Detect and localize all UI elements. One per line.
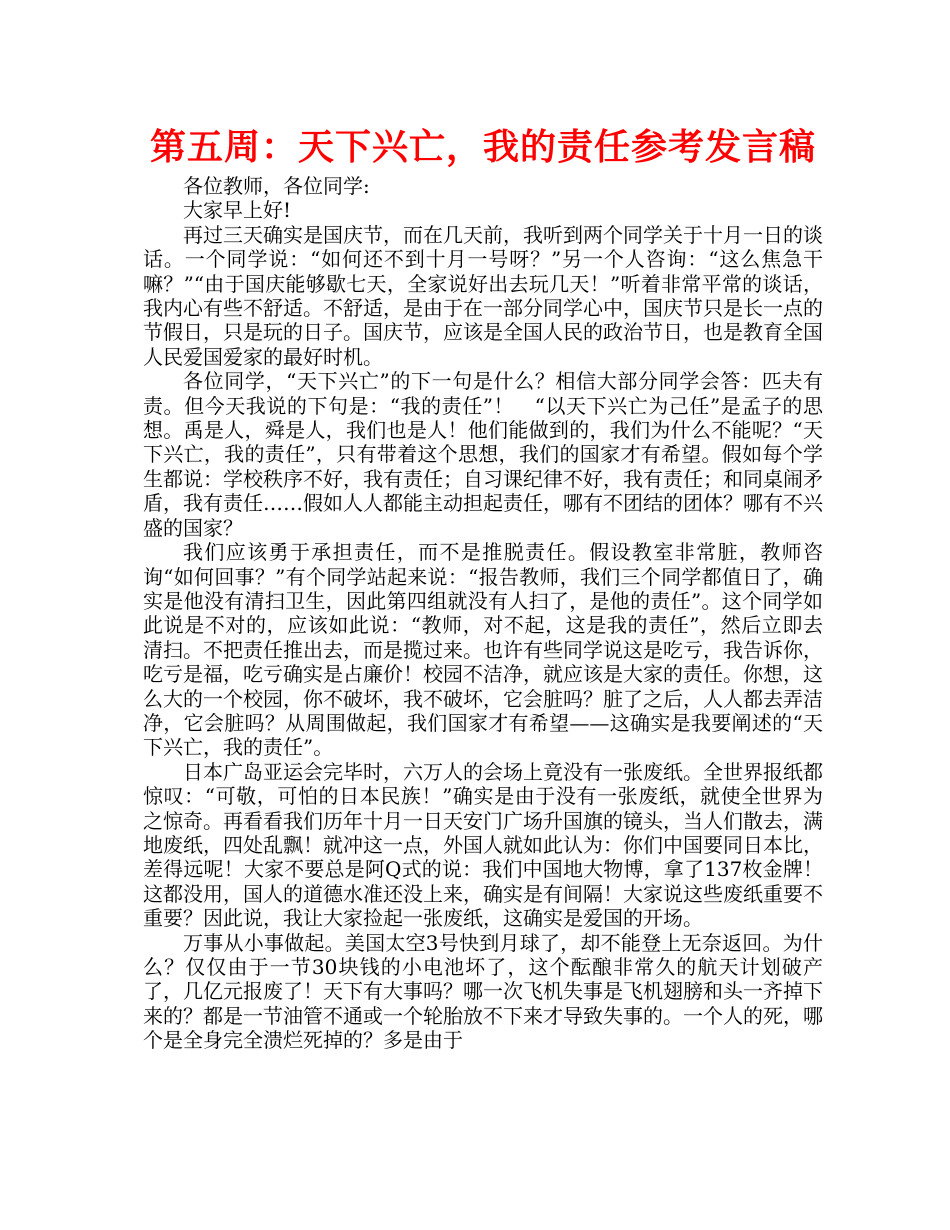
document-body bbox=[143, 174, 823, 1053]
paragraph: 我们应该勇于承担责任，而不是推脱责任。假设教室非常脏，教师咨询“如何回事？”有个同学站起来说：“报告教师，我们三个同学都值日了，确实是他没有清扫卫生，因此第四组就没有人扫了，是他的责任”。这个同学如此说是不对的，应该如此说：“教师，对不起，这是我的责任”，然后立即去清扫。不把责任推出去，而是揽过来。也许有些同学说这是吃亏，我告诉你，吃亏是福，吃亏确实是占廉价！校园不洁净，就应该是大家的责任。你想，这么大的一个校园，你不破坏，我不破坏，它会脏吗？脏了之后，人人都去弄洁净，它会脏吗？从周围做起，我们国家才有希望——这确实是我要阐述的“天下兴亡，我的责任”。 bbox=[143, 540, 823, 760]
paragraph: 日本广岛亚运会完毕时，六万人的会场上竟没有一张废纸。全世界报纸都惊叹：“可敬，可怕的日本民族！”确实是由于没有一张废纸，就使全世界为之惊奇。再看看我们历年十月一日天安门广场升国旗的镜头，当人们散去，满地废纸，四处乱飘！就冲这一点，外国人就如此认为：你们中国要同日本比，差得远呢！大家不要总是阿Q式的说：我们中国地大物博，拿了137枚金牌！这都没用，国人的道德水准还没上来，确实是有间隔！大家说这些废纸重要不重要？因此说，我让大家捡起一张废纸，这确实是爱国的开场。 bbox=[143, 759, 823, 931]
paragraph-salutation: 各位教师，各位同学: bbox=[183, 174, 370, 198]
paragraph: 万事从小事做起。美国太空3号快到月球了，却不能登上无奈返回。为什么？仅仅由于一节30块钱的小电池坏了，这个酝酿非常久的航天计划破产了，几亿元报废了！天下有大事吗？哪一次飞机失事是飞机翅膀和头一齐掉下来的？都是一节油管不通或一个轮胎放不下来才导致失事的。一个人的死，哪个是全身完全溃烂死掉的？多是由于 bbox=[143, 930, 823, 1053]
document-page bbox=[143, 122, 823, 1053]
paragraph-greeting: 大家早上好! bbox=[183, 198, 292, 223]
paragraph: 各位同学，“天下兴亡”的下一句是什么？相信大部分同学会答：匹夫有责。但今天我说的下句是：“我的责任”！ “以天下兴亡为己任”是孟子的思想。禹是人，舜是人，我们也是人！他们能做到的，我们为什么不能呢？“天下兴亡，我的责任”，只有带着这个思想，我们的国家才有希望。假如每个学生都说：学校秩序不好，我有责任；自习课纪律不好，我有责任；和同桌闹矛盾，我有责任……假如人人都能主动担起责任，哪有不团结的团体？哪有不兴盛的国家？ bbox=[143, 369, 823, 540]
paragraph: 再过三天确实是国庆节，而在几天前，我听到两个同学关于十月一日的谈话。一个同学说：“如何还不到十月一号呀？”另一个人咨询：“这么焦急干嘛？”“由于国庆能够歇七天，全家说好出去玩几天！”听着非常平常的谈话，我内心有些不舒适。不舒适，是由于在一部分同学心中，国庆节只是长一点的节假日，只是玩的日子。国庆节，应该是全国人民的政治节日，也是教育全国人民爱国爱家的最好时机。 bbox=[143, 222, 823, 369]
document-title: 第五周：天下兴亡，我的责任参考发言稿 bbox=[149, 127, 816, 168]
